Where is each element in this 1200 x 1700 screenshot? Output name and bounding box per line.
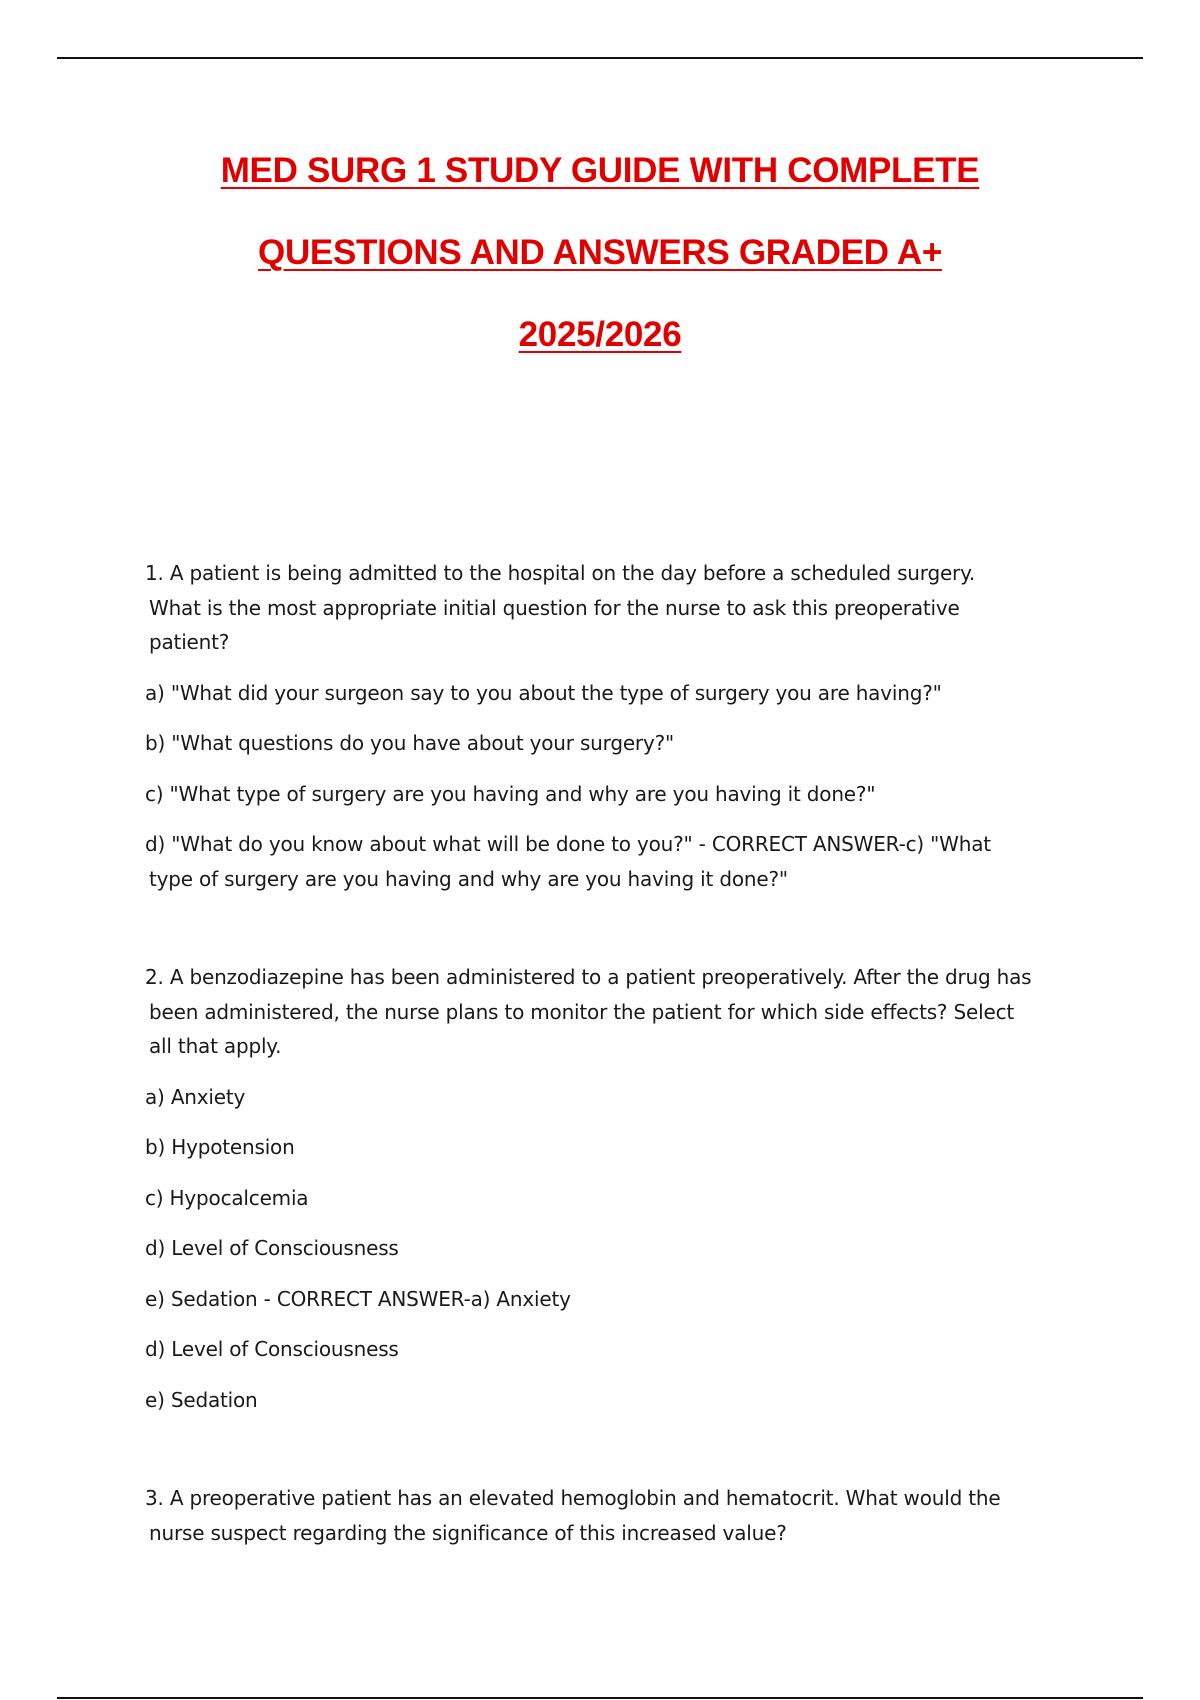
- answer-option-with-correct-answer: e) Sedation - CORRECT ANSWER-a) Anxiety: [145, 1286, 571, 1311]
- answer-option: a) Anxiety: [145, 1084, 246, 1109]
- question-1: [145, 556, 1075, 896]
- answer-option: b) Hypotension: [145, 1135, 295, 1159]
- answer-option: e) Sedation: [145, 1387, 258, 1412]
- bottom-rule: [57, 1697, 1143, 1699]
- answer-option: a) "What did your surgeon say to you about the type of surgery you are having?": [145, 680, 942, 705]
- title-line: MED SURG 1 STUDY GUIDE WITH COMPLETE: [220, 151, 980, 190]
- answer-option: b) "What questions do you have about your surgery?": [145, 731, 674, 755]
- answer-option: d) Level of Consciousness: [145, 1236, 399, 1260]
- answer-option: c) Hypocalcemia: [145, 1185, 309, 1210]
- question-3: [145, 1481, 1075, 1550]
- answer-option: d) Level of Consciousness: [145, 1337, 399, 1361]
- top-rule: [57, 57, 1143, 59]
- questions-body: [145, 556, 1075, 1566]
- question-stem: 2. A benzodiazepine has been administered to a patient preoperatively. After the drug has been administered, the nurse plans to monitor the patient for which side effects? Select all that apply.: [145, 965, 1032, 1058]
- question-stem: 1. A patient is being admitted to the hospital on the day before a scheduled surgery. What is the most appropriate initial question for the nurse to ask this preoperative patient?: [145, 561, 976, 654]
- title-line: QUESTIONS AND ANSWERS GRADED A+: [258, 233, 942, 272]
- title-line: 2025/2026: [518, 315, 682, 354]
- document-title: [0, 140, 1200, 386]
- answer-option-with-correct-answer: d) "What do you know about what will be done to you?" - CORRECT ANSWER-c) "What type of surgery are you having and why are you having it done?": [145, 832, 991, 891]
- question-2: [145, 960, 1075, 1417]
- answer-option: c) "What type of surgery are you having and why are you having it done?": [145, 781, 876, 806]
- question-stem: 3. A preoperative patient has an elevated hemoglobin and hematocrit. What would the nurse suspect regarding the significance of this increased value?: [145, 1486, 1001, 1545]
